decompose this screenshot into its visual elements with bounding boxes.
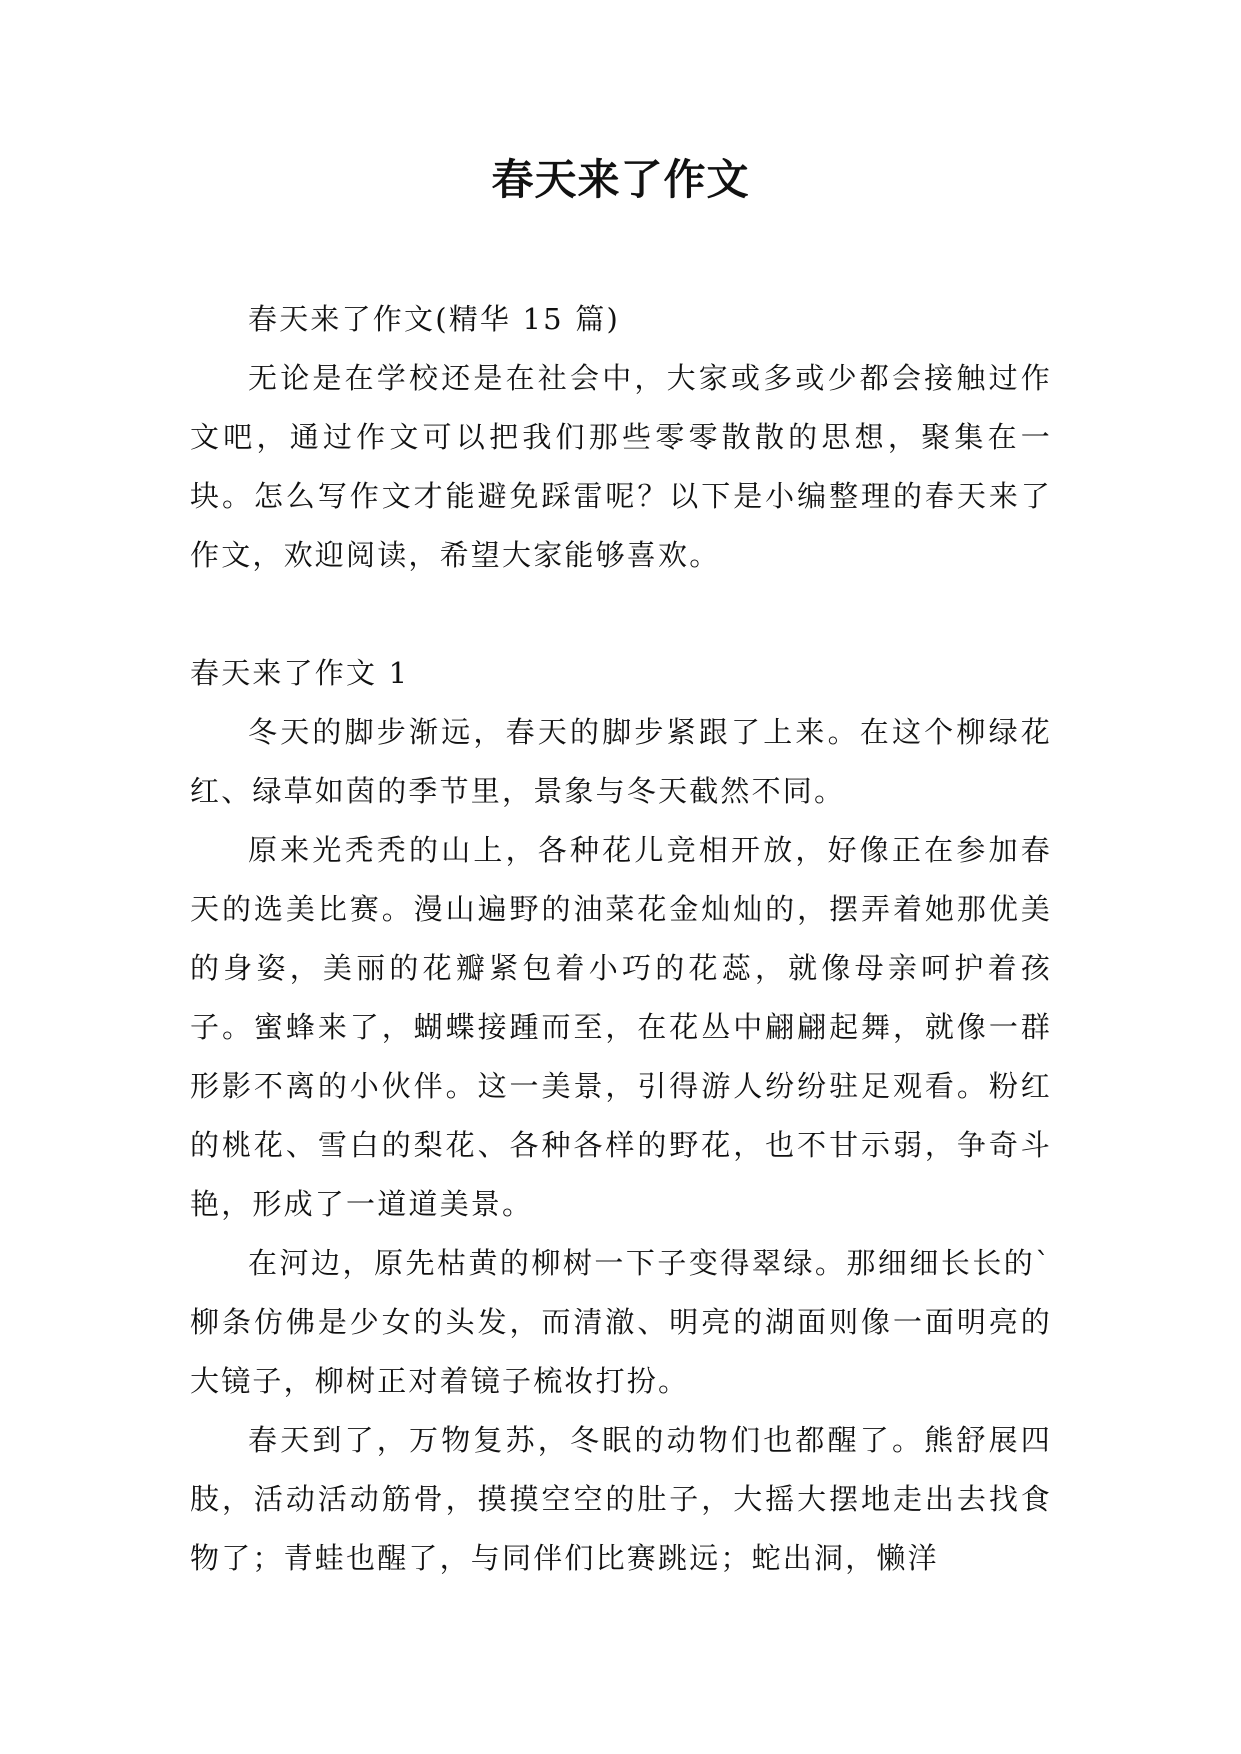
- document-subtitle: 春天来了作文(精华 15 篇): [248, 302, 620, 336]
- paragraph-spacer: [190, 585, 1052, 644]
- document-body: [190, 290, 1052, 1588]
- body-paragraph-4: 春天到了，万物复苏，冬眠的动物们也都醒了。熊舒展四肢，活动活动筋骨，摸摸空空的肚子，大摇大摆地走出去找食物了；青蛙也醒了，与同伴们比赛跳远；蛇出洞，懒洋: [190, 1423, 1052, 1575]
- intro-paragraph: 无论是在学校还是在社会中，大家或多或少都会接触过作文吧，通过作文可以把我们那些零零散散的思想，聚集在一块。怎么写作文才能避免踩雷呢？以下是小编整理的春天来了作文，欢迎阅读，希望大家能够喜欢。: [190, 361, 1052, 572]
- section-heading: 春天来了作文 1: [190, 656, 410, 690]
- body-paragraph-3: 在河边，原先枯黄的柳树一下子变得翠绿。那细细长长的`柳条仿佛是少女的头发，而清澈、明亮的湖面则像一面明亮的大镜子，柳树正对着镜子梳妆打扮。: [190, 1246, 1052, 1398]
- body-paragraph-2: 原来光秃秃的山上，各种花儿竞相开放，好像正在参加春天的选美比赛。漫山遍野的油菜花金灿灿的，摆弄着她那优美的身姿，美丽的花瓣紧包着小巧的花蕊，就像母亲呵护着孩子。蜜蜂来了，蝴蝶接踵而至，在花丛中翩翩起舞，就像一群形影不离的小伙伴。这一美景，引得游人纷纷驻足观看。粉红的桃花、雪白的梨花、各种各样的野花，也不甘示弱，争奇斗艳，形成了一道道美景。: [190, 833, 1052, 1221]
- body-paragraph-1: 冬天的脚步渐远，春天的脚步紧跟了上来。在这个柳绿花红、绿草如茵的季节里，景象与冬天截然不同。: [190, 715, 1052, 808]
- document-title: 春天来了作文: [491, 155, 750, 204]
